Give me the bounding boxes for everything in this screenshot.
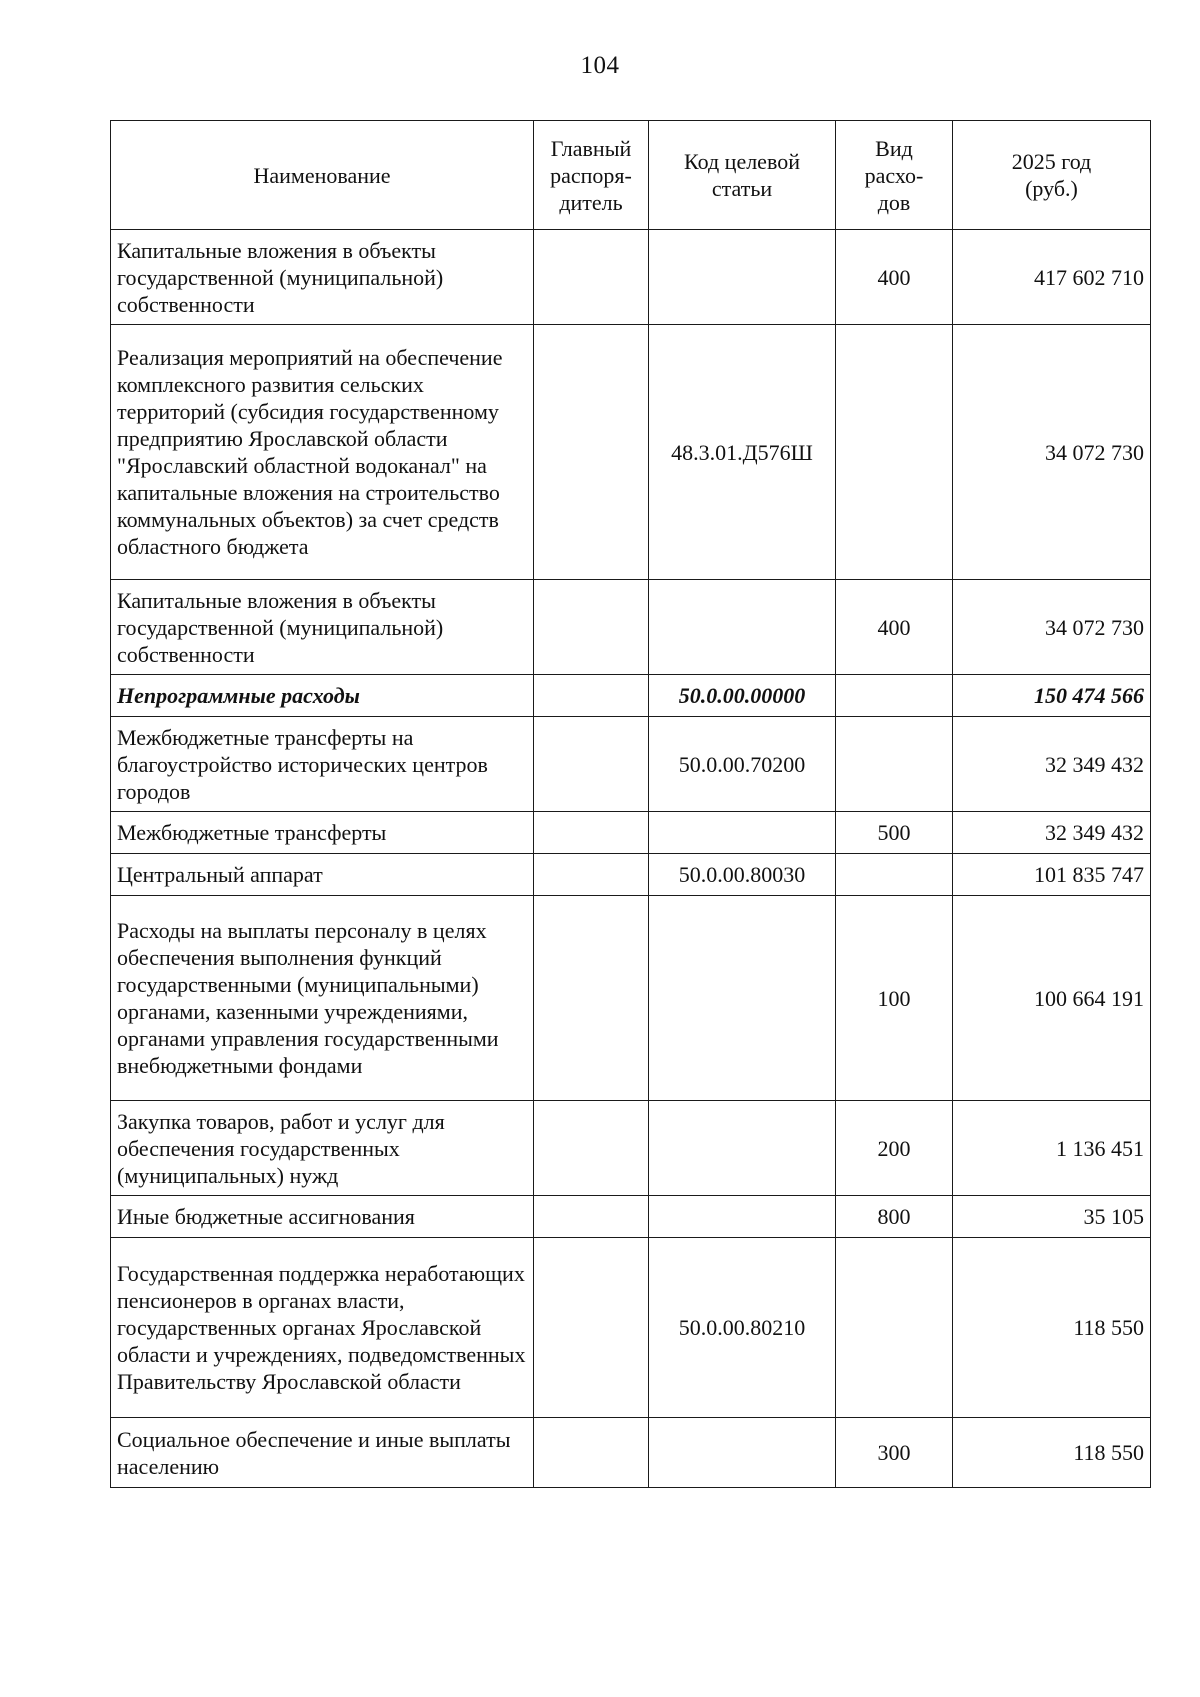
row-name: Иные бюджетные ассигнования [111, 1196, 534, 1238]
header-year-line: 2025 год [1011, 149, 1092, 174]
row-chief-manager [534, 1418, 649, 1488]
row-name: Расходы на выплаты персоналу в целях обеспечения выполнения функций государственными (муниципальными) органами, казенными учреждениями, органами управления государственными внебюджетными фондами [111, 896, 534, 1101]
row-expense-type: 400 [836, 230, 953, 325]
table-row [111, 896, 1151, 1101]
header-chief-manager-line: распоря- [550, 162, 632, 188]
row-amount: 32 349 432 [953, 812, 1151, 854]
header-chief-manager [534, 121, 649, 230]
header-target-code-line: Код целевой [684, 149, 800, 174]
header-expense-type [836, 121, 953, 230]
row-amount: 35 105 [953, 1196, 1151, 1238]
row-chief-manager [534, 717, 649, 812]
row-expense-type [836, 325, 953, 580]
row-amount: 101 835 747 [953, 854, 1151, 896]
header-chief-manager-line: Главный [550, 135, 632, 161]
row-target-code: 50.0.00.00000 [649, 675, 836, 717]
row-target-code [649, 230, 836, 325]
table-row [111, 1418, 1151, 1488]
header-expense-type-line: расхо- [864, 162, 924, 188]
row-chief-manager [534, 896, 649, 1101]
row-name: Непрограммные расходы [111, 675, 534, 717]
row-name: Центральный аппарат [111, 854, 534, 896]
row-name: Капитальные вложения в объекты государственной (муниципальной) собственности [111, 230, 534, 325]
header-name: Наименование [111, 121, 534, 230]
row-expense-type [836, 1238, 953, 1418]
row-expense-type: 800 [836, 1196, 953, 1238]
row-amount: 150 474 566 [953, 675, 1151, 717]
row-name: Капитальные вложения в объекты государственной (муниципальной) собственности [111, 580, 534, 675]
row-chief-manager [534, 230, 649, 325]
row-amount: 118 550 [953, 1418, 1151, 1488]
header-year-line: (руб.) [1025, 176, 1078, 201]
row-chief-manager [534, 580, 649, 675]
row-expense-type [836, 854, 953, 896]
row-expense-type: 200 [836, 1101, 953, 1196]
row-amount: 100 664 191 [953, 896, 1151, 1101]
row-amount: 118 550 [953, 1238, 1151, 1418]
row-chief-manager [534, 1238, 649, 1418]
row-target-code [649, 896, 836, 1101]
table-row [111, 854, 1151, 896]
table-row [111, 675, 1151, 717]
row-target-code: 50.0.00.80210 [649, 1238, 836, 1418]
row-chief-manager [534, 325, 649, 580]
row-target-code [649, 1418, 836, 1488]
row-chief-manager [534, 1101, 649, 1196]
row-expense-type [836, 717, 953, 812]
budget-table [110, 120, 1151, 1488]
header-chief-manager-line: дитель [559, 189, 623, 215]
table-row [111, 812, 1151, 854]
row-target-code: 50.0.00.80030 [649, 854, 836, 896]
row-name: Государственная поддержка неработающих пенсионеров в органах власти, государственных органах Ярославской области и учреждениях, подведомственных Правительству Ярославской области [111, 1238, 534, 1418]
row-target-code [649, 812, 836, 854]
row-target-code: 48.3.01.Д576Ш [649, 325, 836, 580]
table-row [111, 1238, 1151, 1418]
page-number: 104 [580, 52, 620, 79]
table-row [111, 230, 1151, 325]
row-expense-type: 500 [836, 812, 953, 854]
row-name: Межбюджетные трансферты [111, 812, 534, 854]
row-amount: 1 136 451 [953, 1101, 1151, 1196]
table-row [111, 325, 1151, 580]
row-amount: 34 072 730 [953, 325, 1151, 580]
row-expense-type [836, 675, 953, 717]
table-row [111, 580, 1151, 675]
row-amount: 32 349 432 [953, 717, 1151, 812]
row-chief-manager [534, 675, 649, 717]
row-expense-type: 300 [836, 1418, 953, 1488]
row-amount: 34 072 730 [953, 580, 1151, 675]
row-expense-type: 400 [836, 580, 953, 675]
header-expense-type-line: Вид [875, 135, 913, 161]
header-target-code-line: статьи [711, 176, 773, 201]
row-name: Реализация мероприятий на обеспечение комплексного развития сельских территорий (субсидия государственному предприятию Ярославской области "Ярославский областной водоканал" на капитальные вложения на строительство коммунальных объектов) за счет средств областного бюджета [111, 325, 534, 580]
header-expense-type-line: дов [877, 189, 911, 215]
row-chief-manager [534, 1196, 649, 1238]
row-name: Межбюджетные трансферты на благоустройство исторических центров городов [111, 717, 534, 812]
row-target-code [649, 1196, 836, 1238]
row-chief-manager [534, 854, 649, 896]
row-target-code [649, 1101, 836, 1196]
row-target-code [649, 580, 836, 675]
table-row [111, 717, 1151, 812]
row-chief-manager [534, 812, 649, 854]
row-name: Закупка товаров, работ и услуг для обеспечения государственных (муниципальных) нужд [111, 1101, 534, 1196]
row-amount: 417 602 710 [953, 230, 1151, 325]
table-header-row [111, 121, 1151, 230]
header-year [953, 121, 1151, 230]
table-row [111, 1196, 1151, 1238]
row-name: Социальное обеспечение и иные выплаты населению [111, 1418, 534, 1488]
row-target-code: 50.0.00.70200 [649, 717, 836, 812]
header-target-code [649, 121, 836, 230]
table-row [111, 1101, 1151, 1196]
row-expense-type: 100 [836, 896, 953, 1101]
